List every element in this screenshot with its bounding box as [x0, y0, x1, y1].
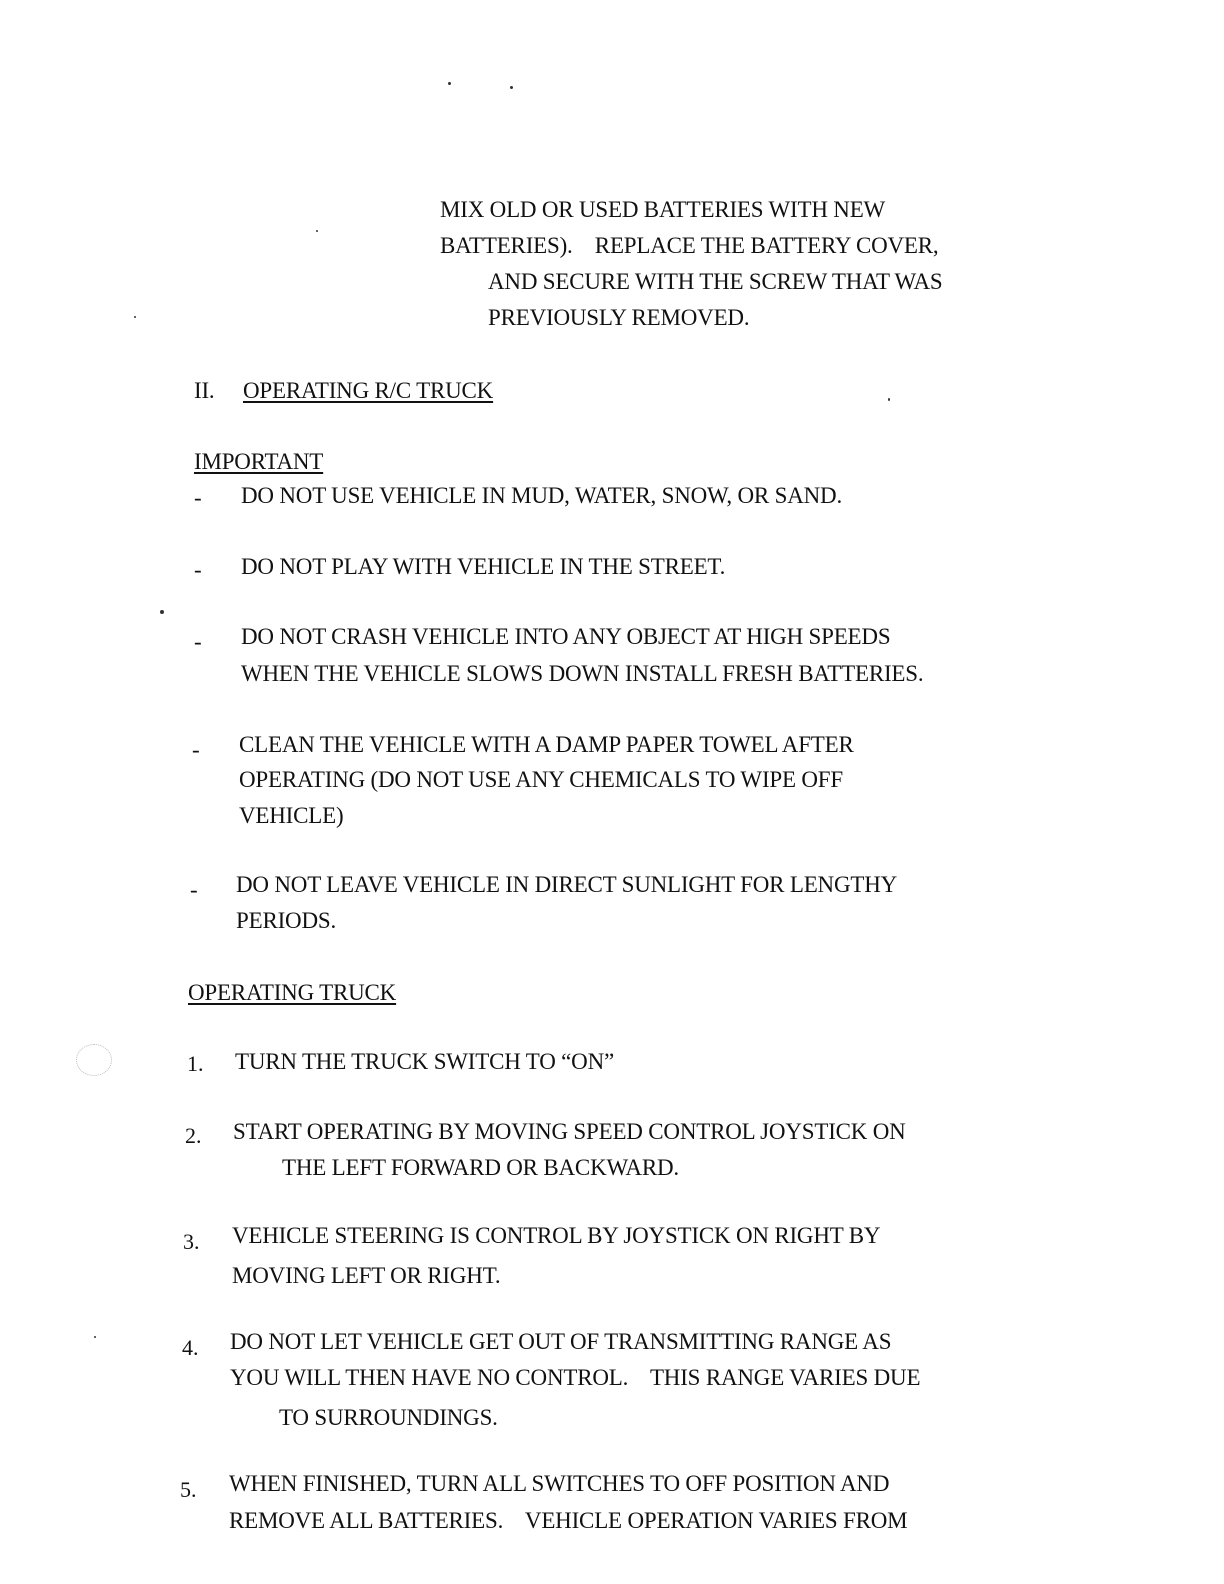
step-number: 2. [185, 1123, 202, 1148]
important-item: VEHICLE) [239, 803, 344, 828]
scan-speck [888, 398, 890, 401]
important-item: DO NOT PLAY WITH VEHICLE IN THE STREET. [241, 554, 726, 579]
step-line: VEHICLE STEERING IS CONTROL BY JOYSTICK ON RIGHT BY [232, 1223, 881, 1248]
bullet-dash: - [192, 737, 200, 762]
step-line: YOU WILL THEN HAVE NO CONTROL. THIS RANGE VARIES DUE [230, 1365, 921, 1390]
bullet-dash: - [190, 877, 198, 902]
step-line: WHEN FINISHED, TURN ALL SWITCHES TO OFF POSITION AND [229, 1471, 890, 1496]
important-item: WHEN THE VEHICLE SLOWS DOWN INSTALL FRESH BATTERIES. [241, 661, 924, 686]
step-line: TURN THE TRUCK SWITCH TO “ON” [235, 1049, 615, 1074]
important-item: DO NOT USE VEHICLE IN MUD, WATER, SNOW, OR SAND. [241, 483, 842, 508]
step-line: TO SURROUNDINGS. [279, 1405, 498, 1430]
important-item: DO NOT LEAVE VEHICLE IN DIRECT SUNLIGHT FOR LENGTHY [236, 872, 898, 897]
bullet-dash: - [194, 485, 202, 510]
section-numeral: II. [194, 378, 215, 403]
step-line: START OPERATING BY MOVING SPEED CONTROL JOYSTICK ON [233, 1119, 906, 1144]
continuation-line: PREVIOUSLY REMOVED. [488, 305, 750, 330]
scan-speck [510, 86, 513, 89]
scan-speck [160, 610, 164, 614]
step-number: 3. [183, 1229, 200, 1254]
scan-smudge [76, 1044, 112, 1076]
important-item: CLEAN THE VEHICLE WITH A DAMP PAPER TOWEL AFTER [239, 732, 854, 757]
scan-speck [448, 82, 451, 85]
scan-speck [316, 230, 318, 232]
step-number: 1. [187, 1051, 204, 1076]
continuation-line: MIX OLD OR USED BATTERIES WITH NEW [440, 197, 886, 222]
operating-heading: OPERATING TRUCK [188, 980, 397, 1005]
continuation-line: BATTERIES). REPLACE THE BATTERY COVER, [440, 233, 939, 258]
important-item: DO NOT CRASH VEHICLE INTO ANY OBJECT AT HIGH SPEEDS [241, 624, 891, 649]
step-number: 4. [182, 1335, 199, 1360]
bullet-dash: - [194, 629, 202, 654]
step-line: MOVING LEFT OR RIGHT. [232, 1263, 501, 1288]
step-line: DO NOT LET VEHICLE GET OUT OF TRANSMITTING RANGE AS [230, 1329, 892, 1354]
step-number: 5. [180, 1477, 197, 1502]
important-heading: IMPORTANT [194, 449, 324, 474]
bullet-dash: - [194, 557, 202, 582]
important-item: OPERATING (DO NOT USE ANY CHEMICALS TO WIPE OFF [239, 767, 843, 792]
scan-speck [94, 1336, 96, 1338]
step-line: REMOVE ALL BATTERIES. VEHICLE OPERATION VARIES FROM [229, 1508, 908, 1533]
section-title: OPERATING R/C TRUCK [243, 378, 494, 403]
step-line: THE LEFT FORWARD OR BACKWARD. [282, 1155, 679, 1180]
continuation-line: AND SECURE WITH THE SCREW THAT WAS [488, 269, 943, 294]
important-item: PERIODS. [236, 908, 337, 933]
scan-speck [134, 316, 136, 318]
